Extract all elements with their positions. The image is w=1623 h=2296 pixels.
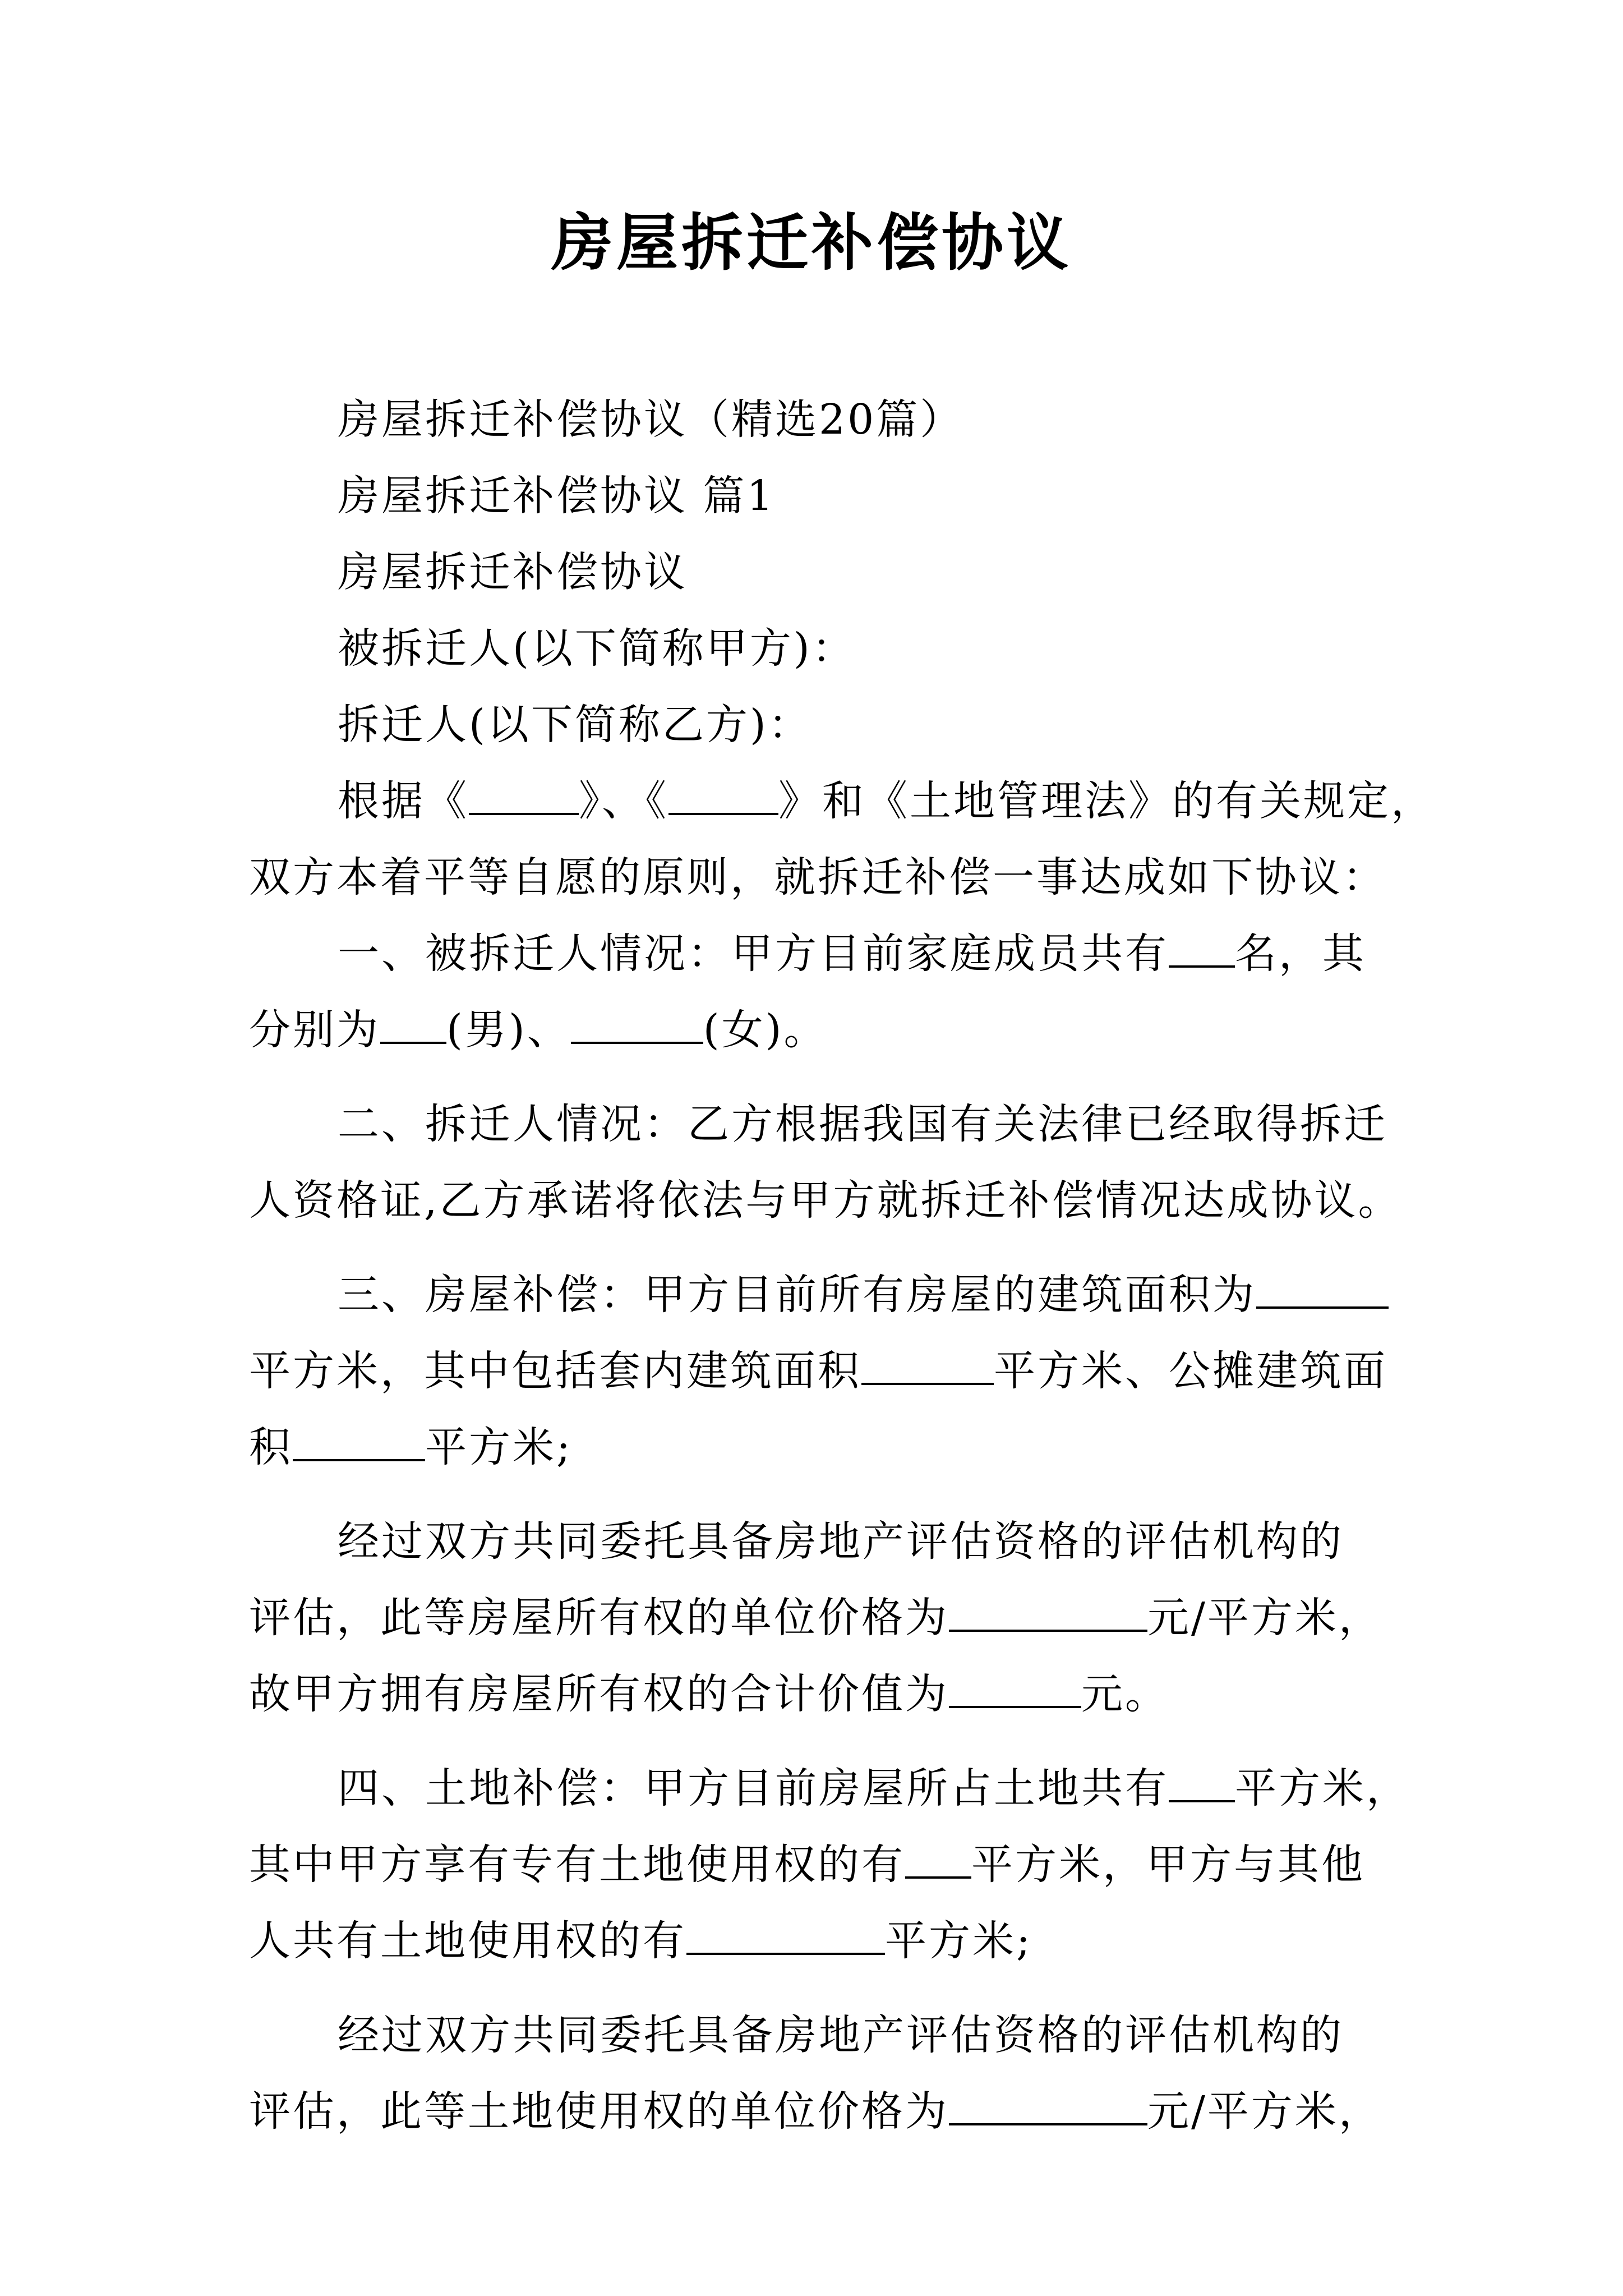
appraisal-land-text-a: 经过双方共同委托具备房地产评估资格的评估机构的 <box>338 2011 1344 2059</box>
appraisal-house-text-a: 经过双方共同委托具备房地产评估资格的评估机构的 <box>338 1517 1344 1566</box>
section2-text-a: 二、拆迁人情况：乙方根据我国有关法律已经取得拆迁 <box>338 1100 1387 1148</box>
basis-line-1 <box>249 763 1435 839</box>
section4-text-a: 四、土地补偿：甲方目前房屋所占土地共有 <box>338 1764 1169 1812</box>
appraisal-land-text-c: 元/平方米， <box>1147 2087 1382 2136</box>
appraisal-house-line-3 <box>249 1656 1393 1732</box>
section3-text-a: 三、房屋补偿：甲方目前所有房屋的建筑面积为 <box>338 1271 1256 1319</box>
blank-land-unit-price <box>949 2079 1147 2125</box>
section3-line-3 <box>249 1409 1393 1485</box>
basis-text-c: 》和《土地管理法》的有关规定， <box>778 777 1435 825</box>
appraisal-land-text-b: 评估，此等土地使用权的单位价格为 <box>249 2087 949 2136</box>
section4-text-c: 其中甲方享有专有土地使用权的有 <box>249 1841 905 1889</box>
party-b-line <box>249 687 1393 763</box>
document-body <box>249 381 1435 2150</box>
document-title: 房屋拆迁补偿协议 <box>551 206 1072 279</box>
section3-line-1 <box>249 1257 1393 1333</box>
blank-female <box>571 998 703 1044</box>
section1-line-1 <box>249 915 1393 992</box>
party-a-line <box>249 610 1393 687</box>
section1-text-e: (女)。 <box>703 1006 828 1054</box>
appraisal-house-line-1 <box>249 1503 1393 1580</box>
blank-building-area <box>1256 1263 1389 1309</box>
blank-inner-area <box>861 1339 994 1385</box>
blank-land-total <box>1169 1756 1235 1802</box>
section2-line-2 <box>249 1162 1402 1239</box>
blank-house-unit-price <box>949 1586 1147 1632</box>
section3-text-b: 平方米，其中包括套内建筑面积 <box>249 1347 861 1395</box>
subtitle-line <box>249 381 1393 458</box>
blank-family-count <box>1169 922 1235 968</box>
blank-law-2 <box>668 769 778 815</box>
party-a-label: 被拆迁人(以下简称甲方)： <box>338 624 856 673</box>
blank-shared-area <box>293 1415 425 1461</box>
section1-text-a: 一、被拆迁人情况：甲方目前家庭成员共有 <box>338 930 1169 978</box>
section4-text-e: 人共有土地使用权的有 <box>249 1917 686 1965</box>
blank-law-1 <box>469 769 579 815</box>
section3-text-e: 平方米; <box>425 1423 573 1471</box>
section1-text-c: 分别为 <box>249 1006 380 1054</box>
appraisal-house-text-b: 评估，此等房屋所有权的单位价格为 <box>249 1594 949 1642</box>
appraisal-house-text-c: 元/平方米， <box>1147 1594 1382 1642</box>
section4-text-b: 平方米， <box>1235 1764 1410 1812</box>
blank-land-shared <box>686 1909 885 1955</box>
section1-text-d: (男)、 <box>446 1006 571 1054</box>
party-b-label: 拆迁人(以下简称乙方)： <box>338 701 812 749</box>
appraisal-house-line-2 <box>249 1580 1393 1656</box>
section4-text-f: 平方米; <box>885 1917 1032 1965</box>
chapter-line <box>249 458 1393 534</box>
chapter-title-line <box>249 534 1393 610</box>
chapter-title: 房屋拆迁补偿协议 <box>338 548 688 596</box>
blank-male <box>380 998 446 1044</box>
basis-text-b: 》、《 <box>579 777 668 825</box>
section4-text-d: 平方米，甲方与其他 <box>971 1841 1365 1889</box>
section2-line-1 <box>249 1086 1393 1162</box>
section3-text-c: 平方米、公摊建筑面 <box>994 1347 1387 1395</box>
appraisal-land-line-2 <box>249 2073 1393 2150</box>
section4-line-1 <box>249 1750 1410 1826</box>
appraisal-land-line-1 <box>249 1997 1393 2073</box>
section4-line-3 <box>249 1903 1393 1979</box>
basis-text-d: 双方本着平等自愿的原则，就拆迁补偿一事达成如下协议： <box>249 853 1386 901</box>
subtitle: 房屋拆迁补偿协议（精选20篇） <box>338 395 964 444</box>
chapter-heading: 房屋拆迁补偿协议 篇1 <box>338 472 776 520</box>
section1-text-b: 名，其 <box>1235 930 1366 978</box>
appraisal-house-text-e: 元。 <box>1081 1670 1169 1718</box>
section1-line-2 <box>249 992 1393 1068</box>
basis-line-2 <box>249 839 1393 915</box>
section3-text-d: 积 <box>249 1423 293 1471</box>
section3-line-2 <box>249 1333 1393 1409</box>
blank-house-total <box>949 1662 1081 1708</box>
section4-line-2 <box>249 1826 1393 1903</box>
section2-text-b: 人资格证,乙方承诺将依法与甲方就拆迁补偿情况达成协议。 <box>249 1176 1402 1225</box>
blank-land-exclusive <box>905 1833 971 1879</box>
basis-text-a: 根据《 <box>338 777 469 825</box>
appraisal-house-text-d: 故甲方拥有房屋所有权的合计价值为 <box>249 1670 949 1718</box>
